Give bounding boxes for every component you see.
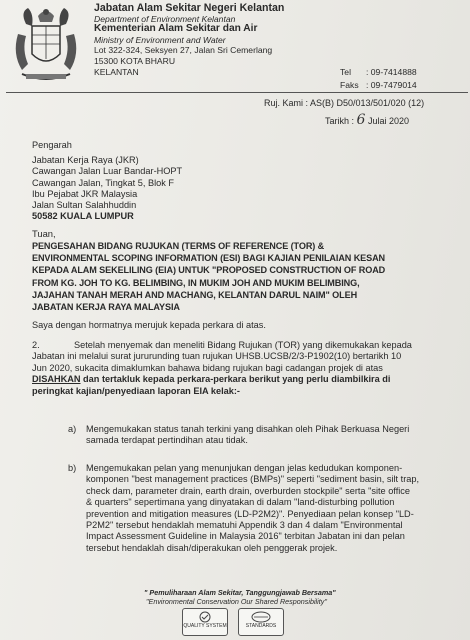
tel-row bbox=[340, 67, 417, 78]
footer-motto-en: "Environmental Conservation Our Shared Responsibility" bbox=[146, 597, 327, 606]
paragraph-2-line bbox=[32, 374, 412, 385]
paragraph-2-line: Jabatan ini melalui surat jururunding tuan rujukan UHSB.UCSB/2/3-P1902(10) bertarikh 10 bbox=[32, 351, 402, 362]
paragraph-2-text: dan tertakluk kepada perkara-perkara berikut yang perlu diambilkira di bbox=[80, 374, 391, 385]
header-divider bbox=[6, 92, 468, 93]
paragraph-2-line: Jun 2020, sukacita dimaklumkan bahawa bidang rujukan bagi cadangan projek di atas bbox=[32, 362, 383, 373]
list-item-line: prevention and mitigation measures (LD-P2M2)". Penyediaan pelan konsep "LD- bbox=[86, 508, 414, 519]
recipient-line: Jalan Sultan Salahhuddin bbox=[32, 200, 137, 211]
quality-certification-badge bbox=[182, 608, 228, 636]
recipient-address bbox=[32, 140, 182, 222]
subject-line: JABATAN KERJA RAYA MALAYSIA bbox=[32, 302, 180, 313]
recipient-line: Ibu Pejabat JKR Malaysia bbox=[32, 188, 138, 199]
address-line-2: 15300 KOTA BHARU bbox=[94, 55, 176, 66]
list-item-line: tersebut hendaklah disah/diperakukan oleh penggerak projek. bbox=[86, 542, 338, 553]
letter-subject bbox=[32, 240, 456, 313]
fax-row bbox=[340, 80, 417, 91]
agency-name-en: Department of Environment Kelantan bbox=[94, 13, 236, 24]
fax-value: : 09-7479014 bbox=[366, 80, 417, 90]
standards-certification-badge bbox=[238, 608, 284, 636]
subject-line: FROM KG. JOH TO KG. BELIMBING, IN MUKIM JOH AND MUKIM BELIMBING, bbox=[32, 277, 360, 288]
agency-name: Jabatan Alam Sekitar Negeri Kelantan bbox=[94, 2, 285, 14]
item-a-marker: a) bbox=[68, 424, 77, 434]
tel-label: Tel bbox=[340, 67, 351, 77]
footer-motto-ms: " Pemuliharaan Alam Sekitar, Tanggungjawab Bersama" bbox=[144, 588, 336, 597]
cert-label-1: QUALITY SYSTEM bbox=[183, 623, 227, 629]
intro-paragraph: Saya dengan hormatnya merujuk kepada perkara di atas. bbox=[32, 320, 266, 330]
tel-value: : 09-7414888 bbox=[366, 67, 417, 77]
paragraph-2-text: Setelah menyemak dan meneliti Bidang Rujukan (TOR) yang dikemukakan kepada bbox=[74, 340, 412, 350]
list-item bbox=[86, 424, 409, 447]
list-item-line: komponen "best management practices (BMPs)" seperti "sediment basin, silt trap, bbox=[86, 474, 420, 485]
list-item-line: Impact Assessment Guideline in Malaysia 2016" terbitan Jabatan ini dan pelan bbox=[86, 531, 405, 542]
paragraph-2-line: peringkat kajian/penyediaan laporan EIA kelak:- bbox=[32, 385, 240, 396]
letter-date bbox=[325, 112, 409, 128]
ministry-name-en: Ministry of Environment and Water bbox=[94, 34, 226, 45]
disahkan-text: DISAHKAN bbox=[32, 374, 81, 385]
recipient-line: Jabatan Kerja Raya (JKR) bbox=[32, 155, 139, 166]
paragraph-number: 2. bbox=[32, 340, 40, 350]
list-item-line: Mengemukakan pelan yang menunjukan dengan jelas kedudukan komponen- bbox=[86, 463, 403, 473]
address-line-1: Lot 322-324, Seksyen 27, Jalan Sri Cemerlang bbox=[94, 45, 273, 56]
date-label: Tarikh : bbox=[325, 116, 355, 126]
list-item-line: Mengemukakan status tanah terkini yang disahkan oleh Pihak Berkuasa Negeri bbox=[86, 424, 410, 434]
coat-of-arms-icon bbox=[8, 4, 84, 84]
cert-label-2: STANDARDS bbox=[245, 623, 277, 629]
reference-number: Ruj. Kami : AS(B) D50/013/501/020 (12) bbox=[264, 98, 425, 108]
paragraph-2 bbox=[32, 340, 412, 397]
recipient-line: Pengarah bbox=[32, 140, 72, 150]
date-month-year: Julai 2020 bbox=[367, 116, 410, 126]
subject-line: KEPADA ALAM SEKELILING (EIA) UNTUK "PROPOSED CONSTRUCTION OF ROAD bbox=[32, 265, 386, 276]
fax-label: Faks bbox=[340, 80, 359, 90]
subject-line: PENGESAHAN BIDANG RUJUKAN (TERMS OF REFERENCE (TOR) & bbox=[32, 241, 325, 251]
subject-line: ENVIRONMENTAL SCOPING INFORMATION (ESI) BAGI KAJIAN PENILAIAN KESAN bbox=[32, 253, 386, 264]
address-line-3: KELANTAN bbox=[94, 66, 139, 77]
paragraph-2-line bbox=[32, 340, 412, 351]
subject-line: JAJAHAN TANAH MERAH AND MACHANG, KELANTAN DARUL NAIM" OLEH bbox=[32, 289, 358, 300]
recipient-line: Cawangan Jalan, Tingkat 5, Blok F bbox=[32, 177, 174, 188]
certification-icon bbox=[198, 611, 212, 623]
salutation: Tuan, bbox=[32, 228, 56, 239]
item-b-marker: b) bbox=[68, 463, 77, 473]
recipient-city: 50582 KUALA LUMPUR bbox=[32, 211, 134, 222]
list-item-line: P2M2" tersebut hendaklah mematuhi Appendik 3 dan 4 dalam "Environmental bbox=[86, 520, 403, 531]
certification-icon bbox=[250, 611, 272, 623]
list-item-line: & quarters" sepertimana yang dinyatakan di dalam "land-disturbing pollution bbox=[86, 497, 395, 508]
list-item-line: samada terdapat pertindihan atau tidak. bbox=[86, 435, 248, 446]
ministry-name: Kementerian Alam Sekitar dan Air bbox=[94, 23, 258, 35]
recipient-line: Cawangan Jalan Luar Bandar-HOPT bbox=[32, 166, 183, 177]
date-day: 6 bbox=[356, 112, 366, 128]
list-item-line: check dam, parameter drain, earth drain, overburden stockpile" serta "site office bbox=[86, 485, 410, 496]
list-item bbox=[86, 463, 419, 554]
